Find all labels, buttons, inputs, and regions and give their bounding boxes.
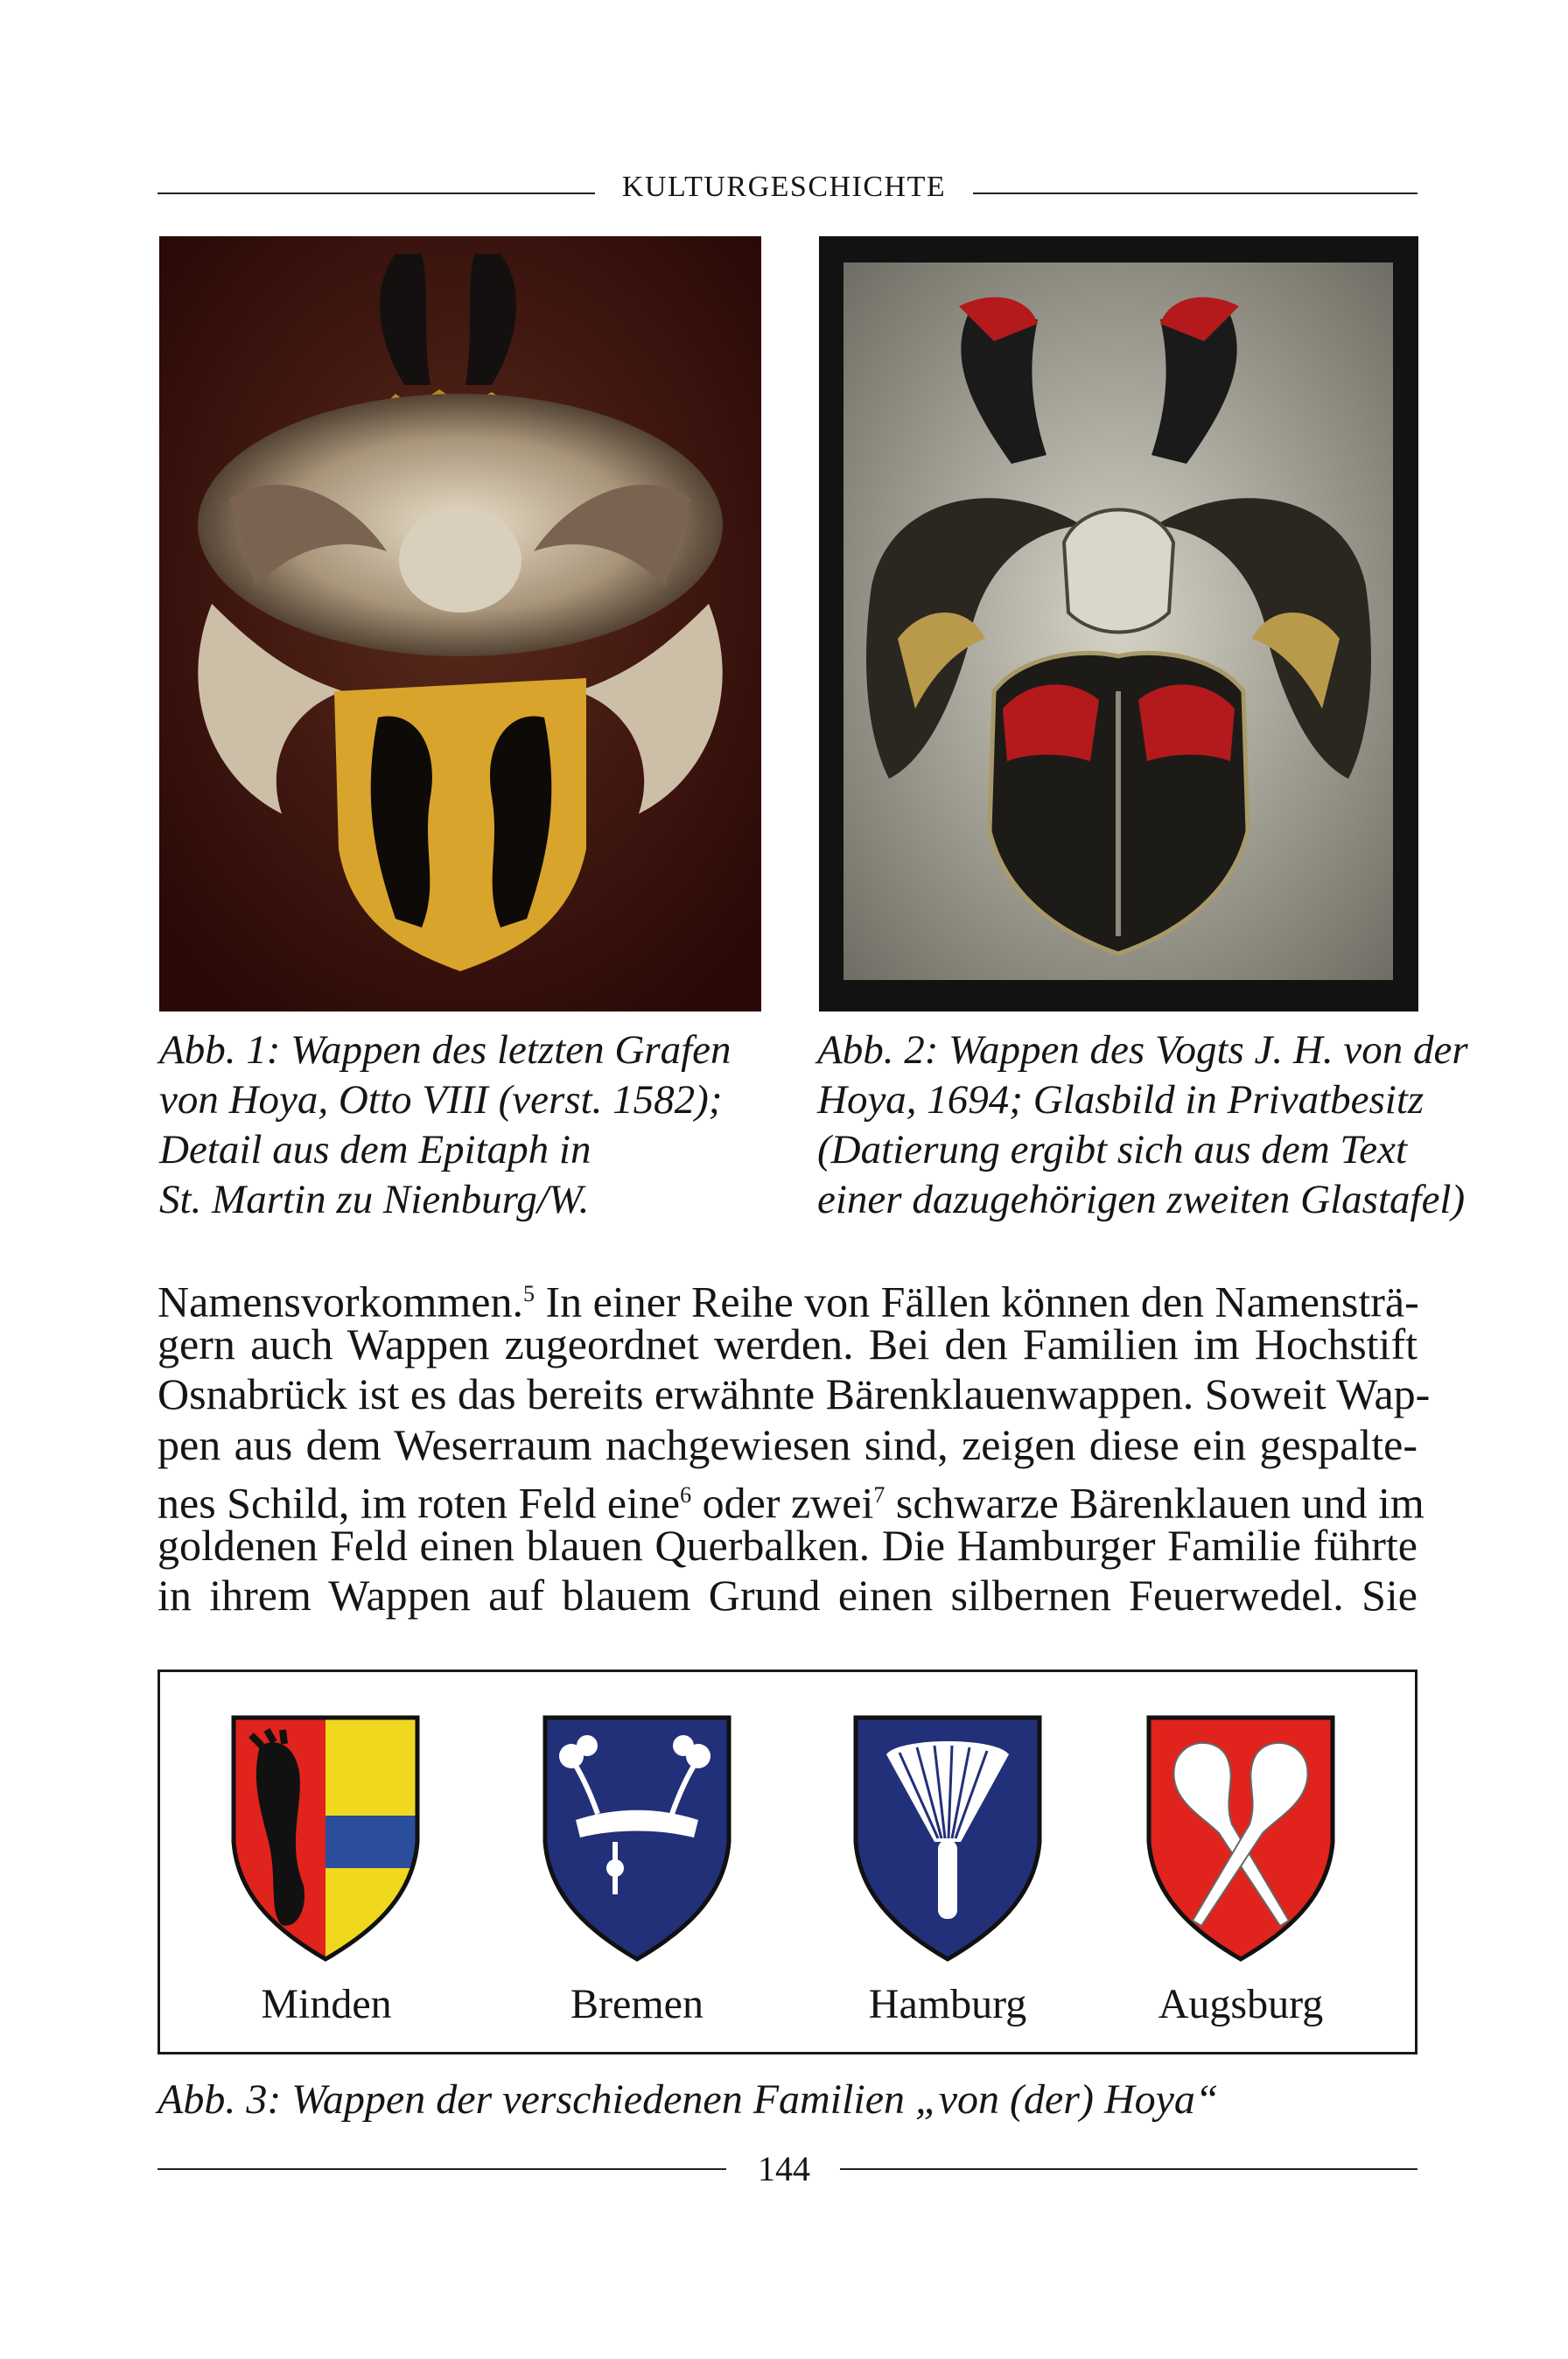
body-line: in ihrem Wappen auf blauem Grund einen silbernen Feuerwedel. Sie — [158, 1571, 1418, 1620]
body-line: Namensvorkommen.$^5$ In einer Reihe von Fällen können den Namensträ- — [158, 1277, 1419, 1326]
body-line: pen aus dem Weserraum nachgewiesen sind, zeigen diese ein gespalte- — [158, 1419, 1418, 1469]
caption-line: Detail aus dem Epitaph in — [159, 1127, 592, 1172]
caption-line: einer dazugehörigen zweiten Glastafel) — [817, 1177, 1466, 1222]
oak-branch-shield-icon — [536, 1711, 738, 1966]
header-rule-right — [973, 192, 1418, 194]
footer-rule-left — [158, 2168, 726, 2170]
page-number: 144 — [758, 2149, 810, 2188]
figure-2-caption — [817, 1026, 1468, 1225]
figure-2-photo — [819, 236, 1418, 1012]
caption-line: Abb. 2: Wappen des Vogts J. H. von der — [817, 1027, 1468, 1073]
footnote-ref: 5 — [522, 1281, 535, 1306]
figure-1-caption — [159, 1026, 732, 1225]
figure-1-photo — [159, 236, 761, 1012]
body-paragraph — [158, 1269, 1431, 1621]
caption-line: Abb. 1: Wappen des letzten Grafen — [159, 1027, 732, 1073]
figure-3-frame — [158, 1670, 1418, 2054]
city-label-hamburg: Hamburg — [868, 1981, 1027, 2027]
caption-line: von Hoya, Otto VIII (verst. 1582); — [159, 1077, 723, 1123]
city-label-augsburg: Augsburg — [1158, 1981, 1324, 2027]
bear-claw-shield-icon — [225, 1711, 426, 1966]
coat-of-arms-glass-painting-photo-icon — [819, 236, 1418, 1012]
caption-line: (Datierung ergibt sich aus dem Text — [817, 1127, 1408, 1172]
city-label-minden: Minden — [261, 1981, 392, 2027]
city-label-bremen: Bremen — [570, 1981, 704, 2027]
body-line: Osnabrück ist es das bereits erwähnte Bärenklauenwappen. Soweit Wap- — [158, 1369, 1431, 1418]
caption-line: Hoya, 1694; Glasbild in Privatbesitz — [817, 1077, 1424, 1123]
figure-3-caption: Abb. 3: Wappen der verschiedenen Familien „von (der) Hoya“ — [158, 2076, 1219, 2123]
body-line: nes Schild, im roten Feld eine$^6$ oder zwei$^7$ schwarze Bärenklauen und im — [158, 1478, 1424, 1528]
footnote-ref: 7 — [873, 1482, 886, 1508]
crossed-feathers-shield-icon — [1140, 1711, 1341, 1966]
body-line: gern auch Wappen zugeordnet werden. Bei den Familien im Hochstift — [158, 1319, 1418, 1368]
running-head: KULTURGESCHICHTE — [621, 171, 947, 203]
coat-of-arms-epitaph-photo-icon — [159, 236, 761, 1012]
caption-line: St. Martin zu Nienburg/W. — [159, 1177, 590, 1222]
body-line: goldenen Feld einen blauen Querbalken. Die Hamburger Familie führte — [158, 1520, 1418, 1570]
footnote-ref: 6 — [680, 1482, 692, 1508]
footer-rule-right — [840, 2168, 1418, 2170]
fire-whisk-shield-icon — [847, 1711, 1048, 1966]
